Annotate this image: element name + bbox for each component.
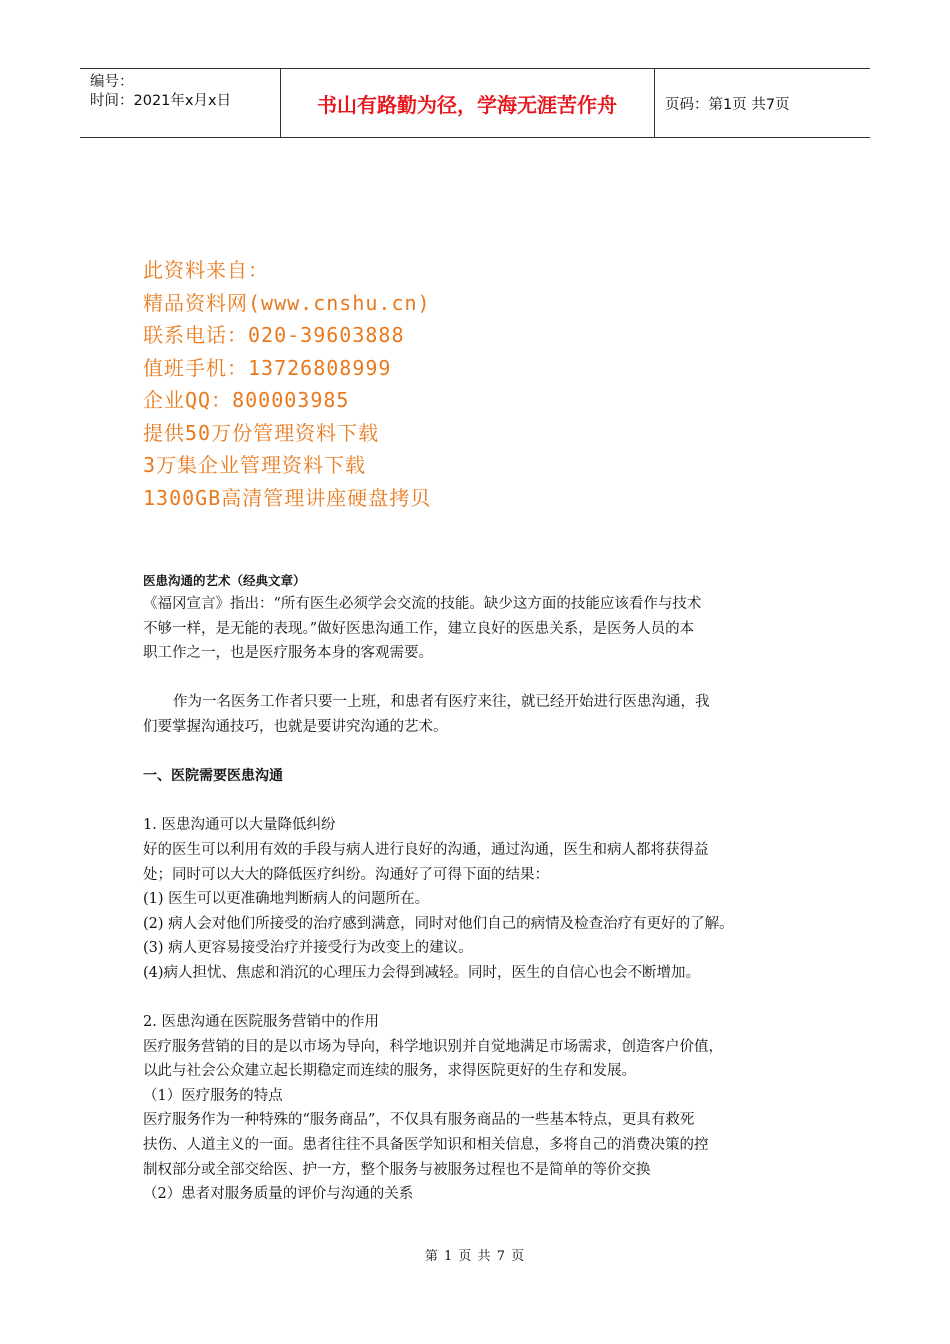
paragraph-line: （1）医疗服务的特点 — [143, 1087, 283, 1104]
header-divider — [654, 69, 655, 137]
promo-line: 提供50万份管理资料下载 — [143, 420, 380, 445]
article-title: 医患沟通的艺术（经典文章） — [143, 573, 306, 588]
paragraph-line: 处；同时可以大大的降低医疗纠纷。沟通好了可得下面的结果： — [143, 866, 549, 883]
paragraph-line: 扶伤、人道主义的一面。患者往往不具备医学知识和相关信息，多将自己的消费决策的控 — [143, 1137, 709, 1154]
promo-block — [143, 254, 431, 514]
header-page-info: 页码：第1页 共7页 — [665, 96, 790, 113]
promo-line: 值班手机：13726808999 — [143, 355, 392, 380]
paragraph-line: 们要掌握沟通技巧，也就是要讲究沟通的艺术。 — [143, 718, 448, 735]
spacer — [143, 740, 833, 765]
header-meta — [90, 73, 280, 111]
header-motto: 书山有路勤为径，学海无涯苦作舟 — [317, 92, 617, 117]
paragraph-line: 《福冈宣言》指出：“所有医生必须学会交流的技能。缺少这方面的技能应该看作与技术 — [143, 596, 702, 612]
spacer — [143, 666, 833, 691]
list-item: (2) 病人会对他们所接受的治疗感到满意，同时对他们自己的病情及检查治疗有更好的了解。 — [143, 915, 734, 932]
paragraph-line: 以此与社会公众建立起长期稳定而连续的服务，求得医院更好的生存和发展。 — [143, 1063, 636, 1080]
number-label: 编号： — [90, 74, 134, 90]
list-item: (1) 医生可以更准确地判断病人的问题所在。 — [143, 891, 430, 908]
time-label: 时间：2021年x月x日 — [90, 93, 232, 109]
page-footer: 第 1 页 共 7 页 — [424, 1249, 526, 1264]
paragraph-line: （2）患者对服务质量的评价与沟通的关系 — [143, 1186, 414, 1203]
paragraph-line: 职工作之一，也是医疗服务本身的客观需要。 — [143, 645, 433, 662]
promo-line: 精品资料网(www.cnshu.cn) — [143, 290, 431, 315]
paragraph-line: 制权部分或全部交给医、护一方，整个服务与被服务过程也不是简单的等价交换 — [143, 1161, 651, 1178]
subsection-heading: 2. 医患沟通在医院服务营销中的作用 — [143, 1014, 379, 1031]
promo-line: 联系电话：020-39603888 — [143, 323, 405, 347]
promo-line: 此资料来自： — [143, 258, 269, 282]
spacer — [143, 986, 833, 1011]
spacer — [143, 789, 833, 814]
paragraph-line: 医疗服务作为一种特殊的“服务商品”，不仅具有服务商品的一些基本特点，更具有救死 — [143, 1112, 695, 1129]
article-body — [143, 570, 833, 1207]
paragraph-line: 不够一样，是无能的表现。”做好医患沟通工作，建立良好的医患关系，是医务人员的本 — [143, 620, 695, 637]
paragraph-line: 医疗服务营销的目的是以市场为导向，科学地识别并自觉地满足市场需求，创造客户价值， — [143, 1038, 723, 1055]
subsection-heading: 1. 医患沟通可以大量降低纠纷 — [143, 817, 336, 834]
promo-line: 1300GB高清管理讲座硬盘拷贝 — [143, 485, 432, 510]
list-item: (3) 病人更容易接受治疗并接受行为改变上的建议。 — [143, 940, 473, 957]
header-divider — [280, 69, 281, 137]
header-table — [80, 68, 870, 138]
promo-line: 企业QQ：800003985 — [143, 388, 350, 412]
paragraph-line: 好的医生可以利用有效的手段与病人进行良好的沟通，通过沟通，医生和病人都将获得益 — [143, 841, 709, 858]
promo-line: 3万集企业管理资料下载 — [143, 453, 367, 477]
list-item: (4)病人担忧、焦虑和消沉的心理压力会得到减轻。同时，医生的自信心也会不断增加。 — [143, 964, 701, 981]
section-heading: 一、医院需要医患沟通 — [143, 768, 283, 785]
paragraph-line: 作为一名医务工作者只要一上班，和患者有医疗来往，就已经开始进行医患沟通，我 — [173, 694, 710, 711]
